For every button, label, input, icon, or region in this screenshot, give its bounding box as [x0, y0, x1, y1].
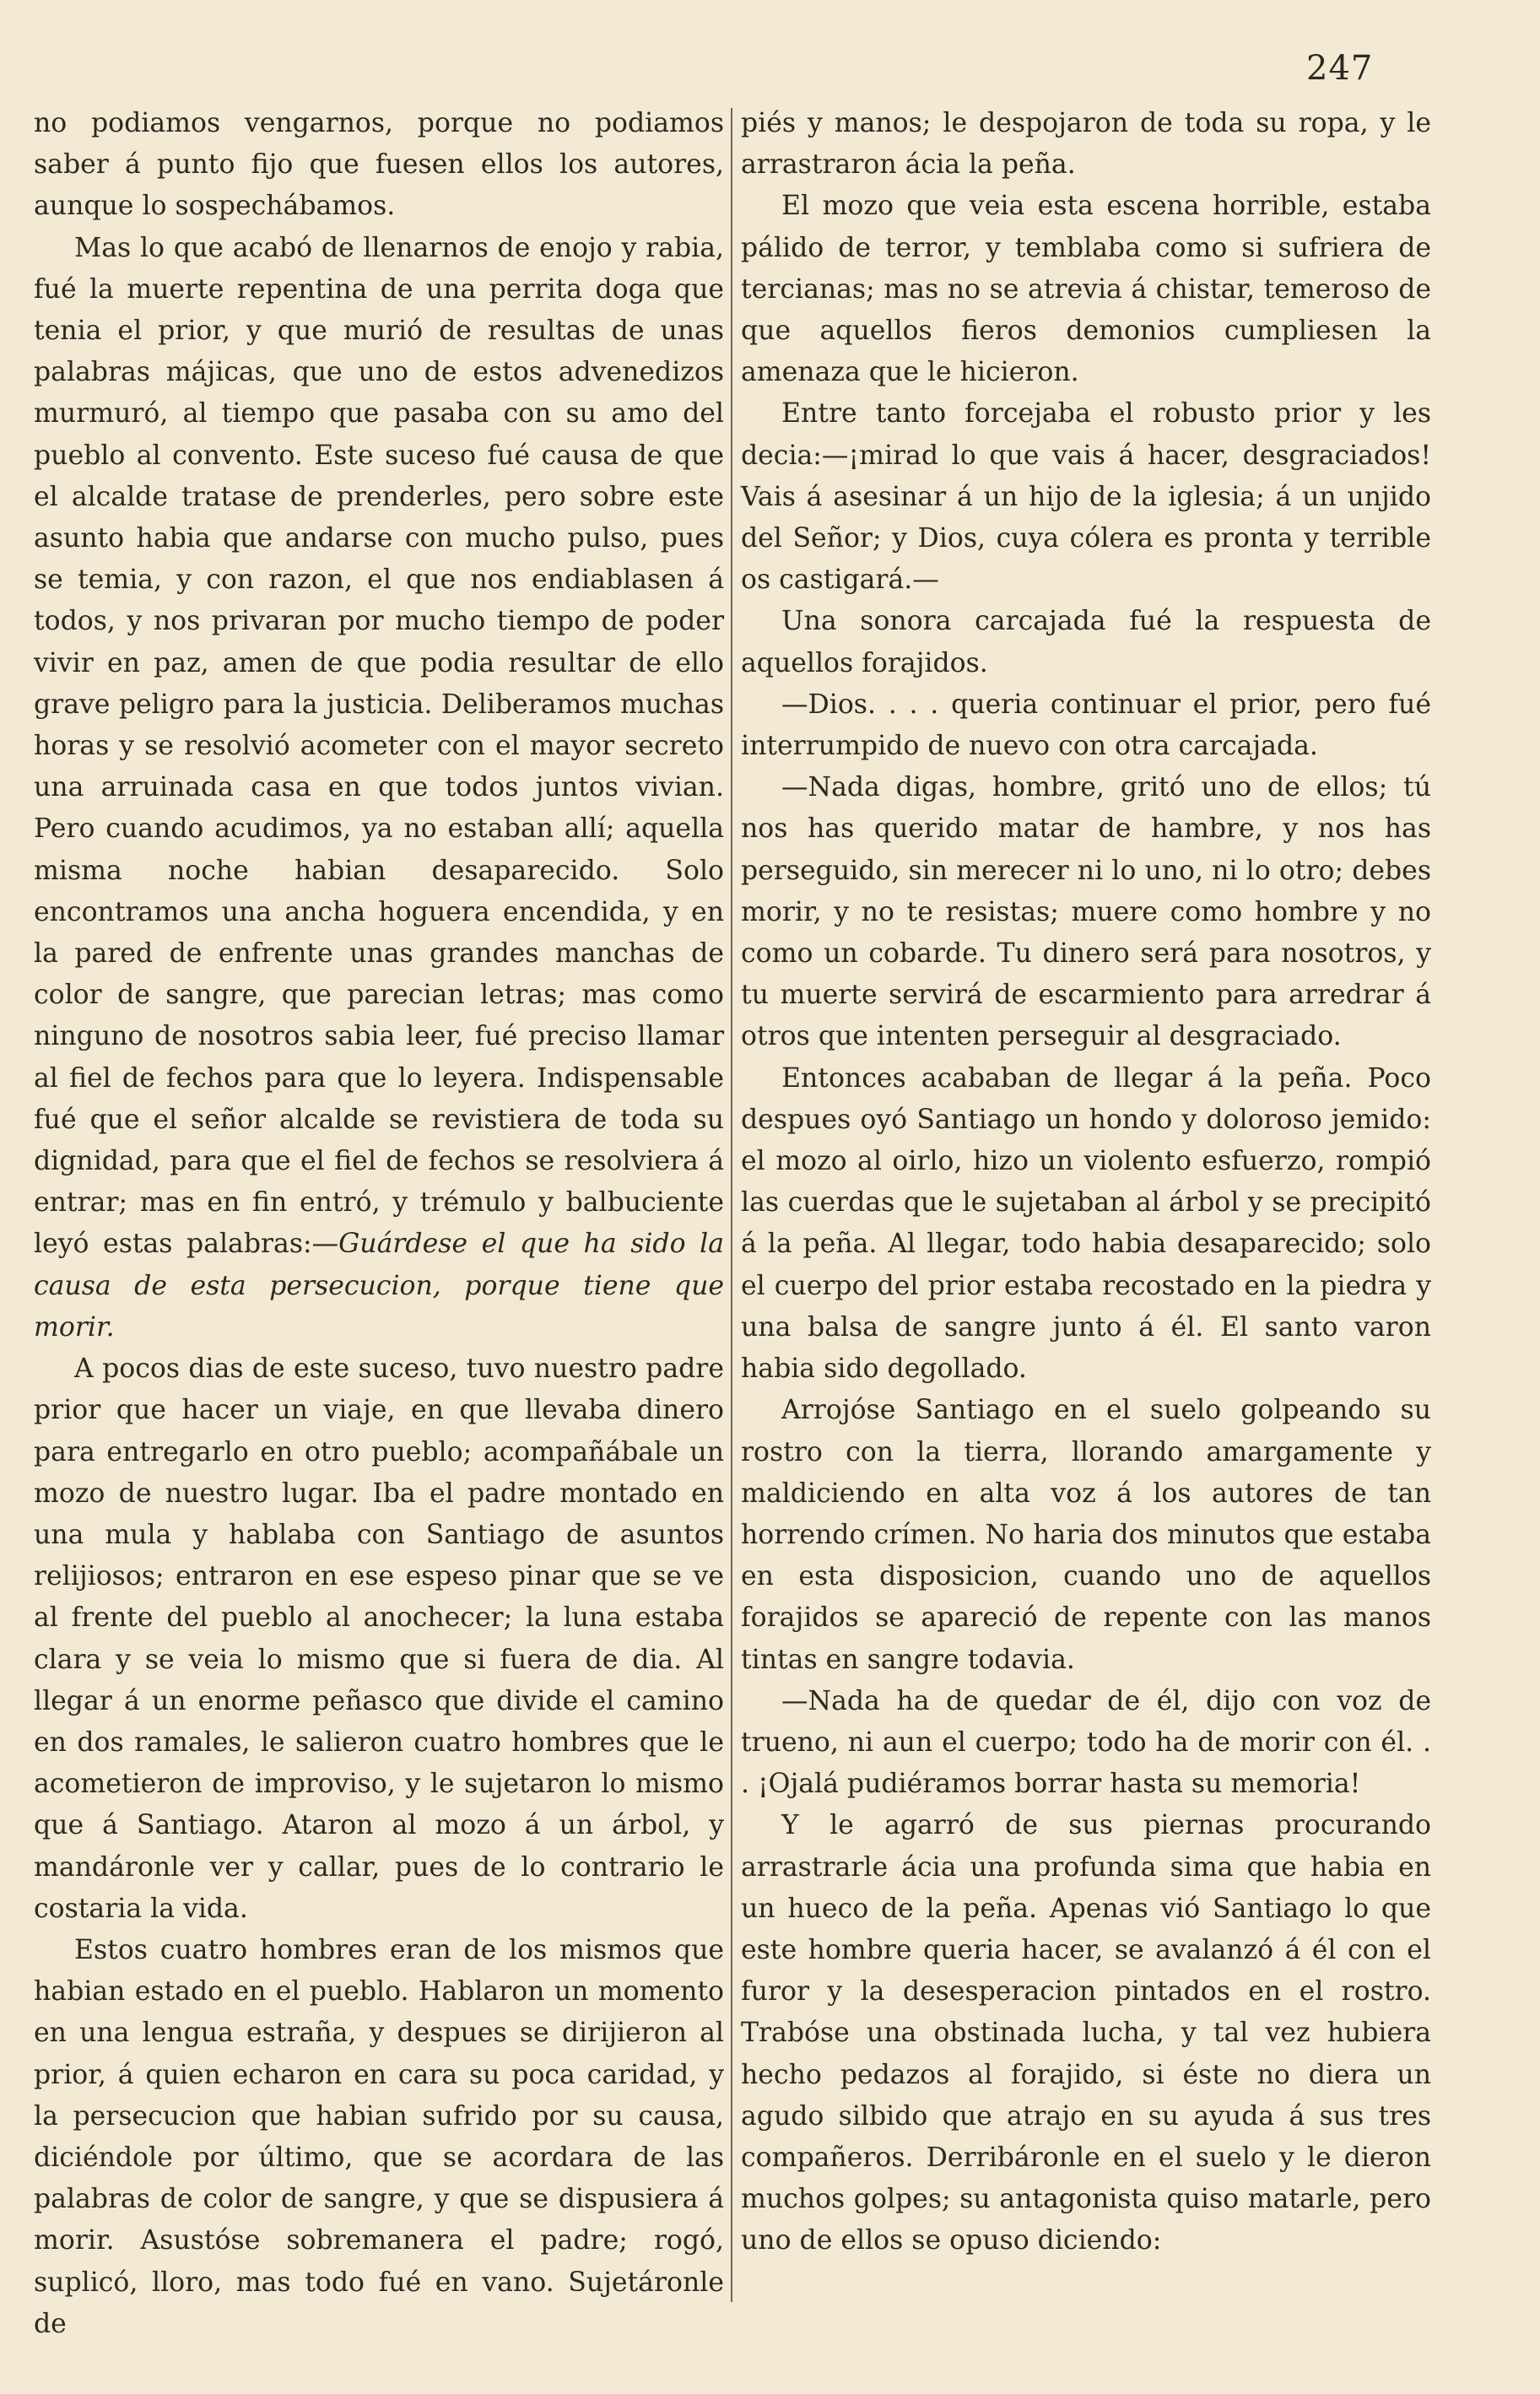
- paragraph: —Dios. . . . queria continuar el prior, pero fué interrumpido de nuevo con otra carcajada.: [741, 689, 1431, 762]
- paragraph-text: Mas lo que acabó de llenarnos de enojo y rabia, fué la muerte repentina de una perrita doga que tenia el prior, y que murió de resultas de unas palabras májicas, que uno de estos advenedizos murmuró, al tiempo que pasaba con su amo del pueblo al convento. Este suceso fué causa de que el alcalde tratase de prenderles, pero sobre este asunto habia que andarse con mucho pulso, pues se temia, y con razon, el que nos endiablasen á todos, y nos privaran por mucho tiempo de poder vivir en paz, amen de que podia resultar de ello grave peligro para la justicia. Deliberamos muchas horas y se resolvió acometer con el mayor secreto una arruinada casa en que todos juntos vivian. Pero cuando acudimos, ya no estaban allí; aquella misma noche habian desaparecido. Solo encontramos una ancha hoguera encendida, y en la pared de enfrente unas grandes manchas de color de sangre, que parecian letras; mas como ninguno de nosotros sabia leer, fué preciso llamar al fiel de fechos para que lo leyera. Indispensable fué que el señor alcalde se revistiera de toda su dignidad, para que el fiel de fechos se resolviera á entrar; mas en fin entró, y trémulo y balbuciente leyó estas palabras:—: [34, 232, 724, 1260]
- paragraph: Estos cuatro hombres eran de los mismos que habian estado en el pueblo. Hablaron un momento en una lengua estraña, y despues se dirijieron al prior, á quien echaron en cara su poca caridad, y la persecucion que habian sufrido por su causa, diciéndole por último, que se acordara de las palabras de color de sangre, y que se dispusiera á morir. Asustóse sobremanera el padre; rogó, suplicó, lloro, mas todo fué en vano. Sujetáronle de: [34, 1934, 724, 2339]
- paragraph: —Nada digas, hombre, gritó uno de ellos; tú nos has querido matar de hambre, y nos has perseguido, sin merecer ni lo uno, ni lo otro; debes morir, y no te resistas; muere como hombre y no como un cobarde. Tu dinero será para nosotros, y tu muerte servirá de escarmiento para arredrar á otros que intenten perseguir al desgraciado.: [741, 772, 1431, 1052]
- paragraph: A pocos dias de este suceso, tuvo nuestro padre prior que hacer un viaje, en que llevaba dinero para entregarlo en otro pueblo; acompañábale un mozo de nuestro lugar. Iba el padre montado en una mula y hablaba con Santiago de asuntos relijiosos; entraron en ese espeso pinar que se ve al frente del pueblo al anochecer; la luna estaba clara y se veia lo mismo que si fuera de dia. Al llegar á un enorme peñasco que divide el camino en dos ramales, le salieron cuatro hombres que le acometieron de improviso, y le sujetaron lo mismo que á Santiago. Ataron al mozo á un árbol, y mandáronle ver y callar, pues de lo contrario le costaria la vida.: [34, 1354, 724, 1924]
- paragraph: no podiamos vengarnos, porque no podiamos saber á punto fijo que fuesen ellos los autores, aunque lo sospechábamos.: [34, 108, 724, 222]
- paragraph: Arrojóse Santiago en el suelo golpeando su rostro con la tierra, llorando amargamente y maldiciendo en alta voz á los autores de tan horrendo crímen. No haria dos minutos que estaba en esta disposicion, cuando uno de aquellos forajidos se apareció de repente con las manos tintas en sangre todavia.: [741, 1395, 1431, 1675]
- paragraph: El mozo que veia esta escena horrible, estaba pálido de terror, y temblaba como si sufriera de tercianas; mas no se atrevia á chistar, temeroso de que aquellos fieros demonios cumpliesen la amenaza que le hicieron.: [741, 191, 1431, 388]
- paragraph: Una sonora carcajada fué la respuesta de aquellos forajidos.: [741, 606, 1431, 678]
- paragraph: Entonces acababan de llegar á la peña. Poco despues oyó Santiago un hondo y doloroso jemido: el mozo al oirlo, hizo un violento esfuerzo, rompió las cuerdas que le sujetaban al árbol y se precipitó á la peña. Al llegar, todo habia desaparecido; solo el cuerpo del prior estaba recostado en la piedra y una balsa de sangre junto á él. El santo varon habia sido degollado.: [741, 1062, 1431, 1385]
- paragraph: —Nada ha de quedar de él, dijo con voz de trueno, ni aun el cuerpo; todo ha de morir con él. . . ¡Ojalá pudiéramos borrar hasta su memoria!: [741, 1685, 1431, 1800]
- left-column: [34, 103, 724, 2345]
- page-number: 247: [1306, 49, 1374, 88]
- paragraph: Y le agarró de sus piernas procurando arrastrarle ácia una profunda sima que habia en un hueco de la peña. Apenas vió Santiago lo que este hombre queria hacer, se avalanzó á él con el furor y la desesperacion pintados en el rostro. Trabóse una obstinada lucha, y tal vez hubiera hecho pedazos al forajido, si éste no diera un agudo silbido que atrajo en su ayuda á sus tres compañeros. Derribáronle en el suelo y le dieron muchos golpes; su antagonista quiso matarle, pero uno de ellos se opuso diciendo:: [741, 1810, 1431, 2256]
- paragraph: Entre tanto forcejaba el robusto prior y les decia:—¡mirad lo que vais á hacer, desgraciados! Vais á asesinar á un hijo de la iglesia; á un unjido del Señor; y Dios, cuya cólera es pronta y terrible os castigará.—: [741, 398, 1431, 596]
- right-column: [741, 103, 1431, 2262]
- column-divider: [731, 108, 732, 2302]
- inscription-quote: Guárdese el que ha sido la causa de esta persecucion, porque tiene que morir.: [34, 1229, 724, 1343]
- paragraph: [34, 228, 724, 1348]
- paragraph: piés y manos; le despojaron de toda su ropa, y le arrastraron ácia la peña.: [741, 108, 1431, 181]
